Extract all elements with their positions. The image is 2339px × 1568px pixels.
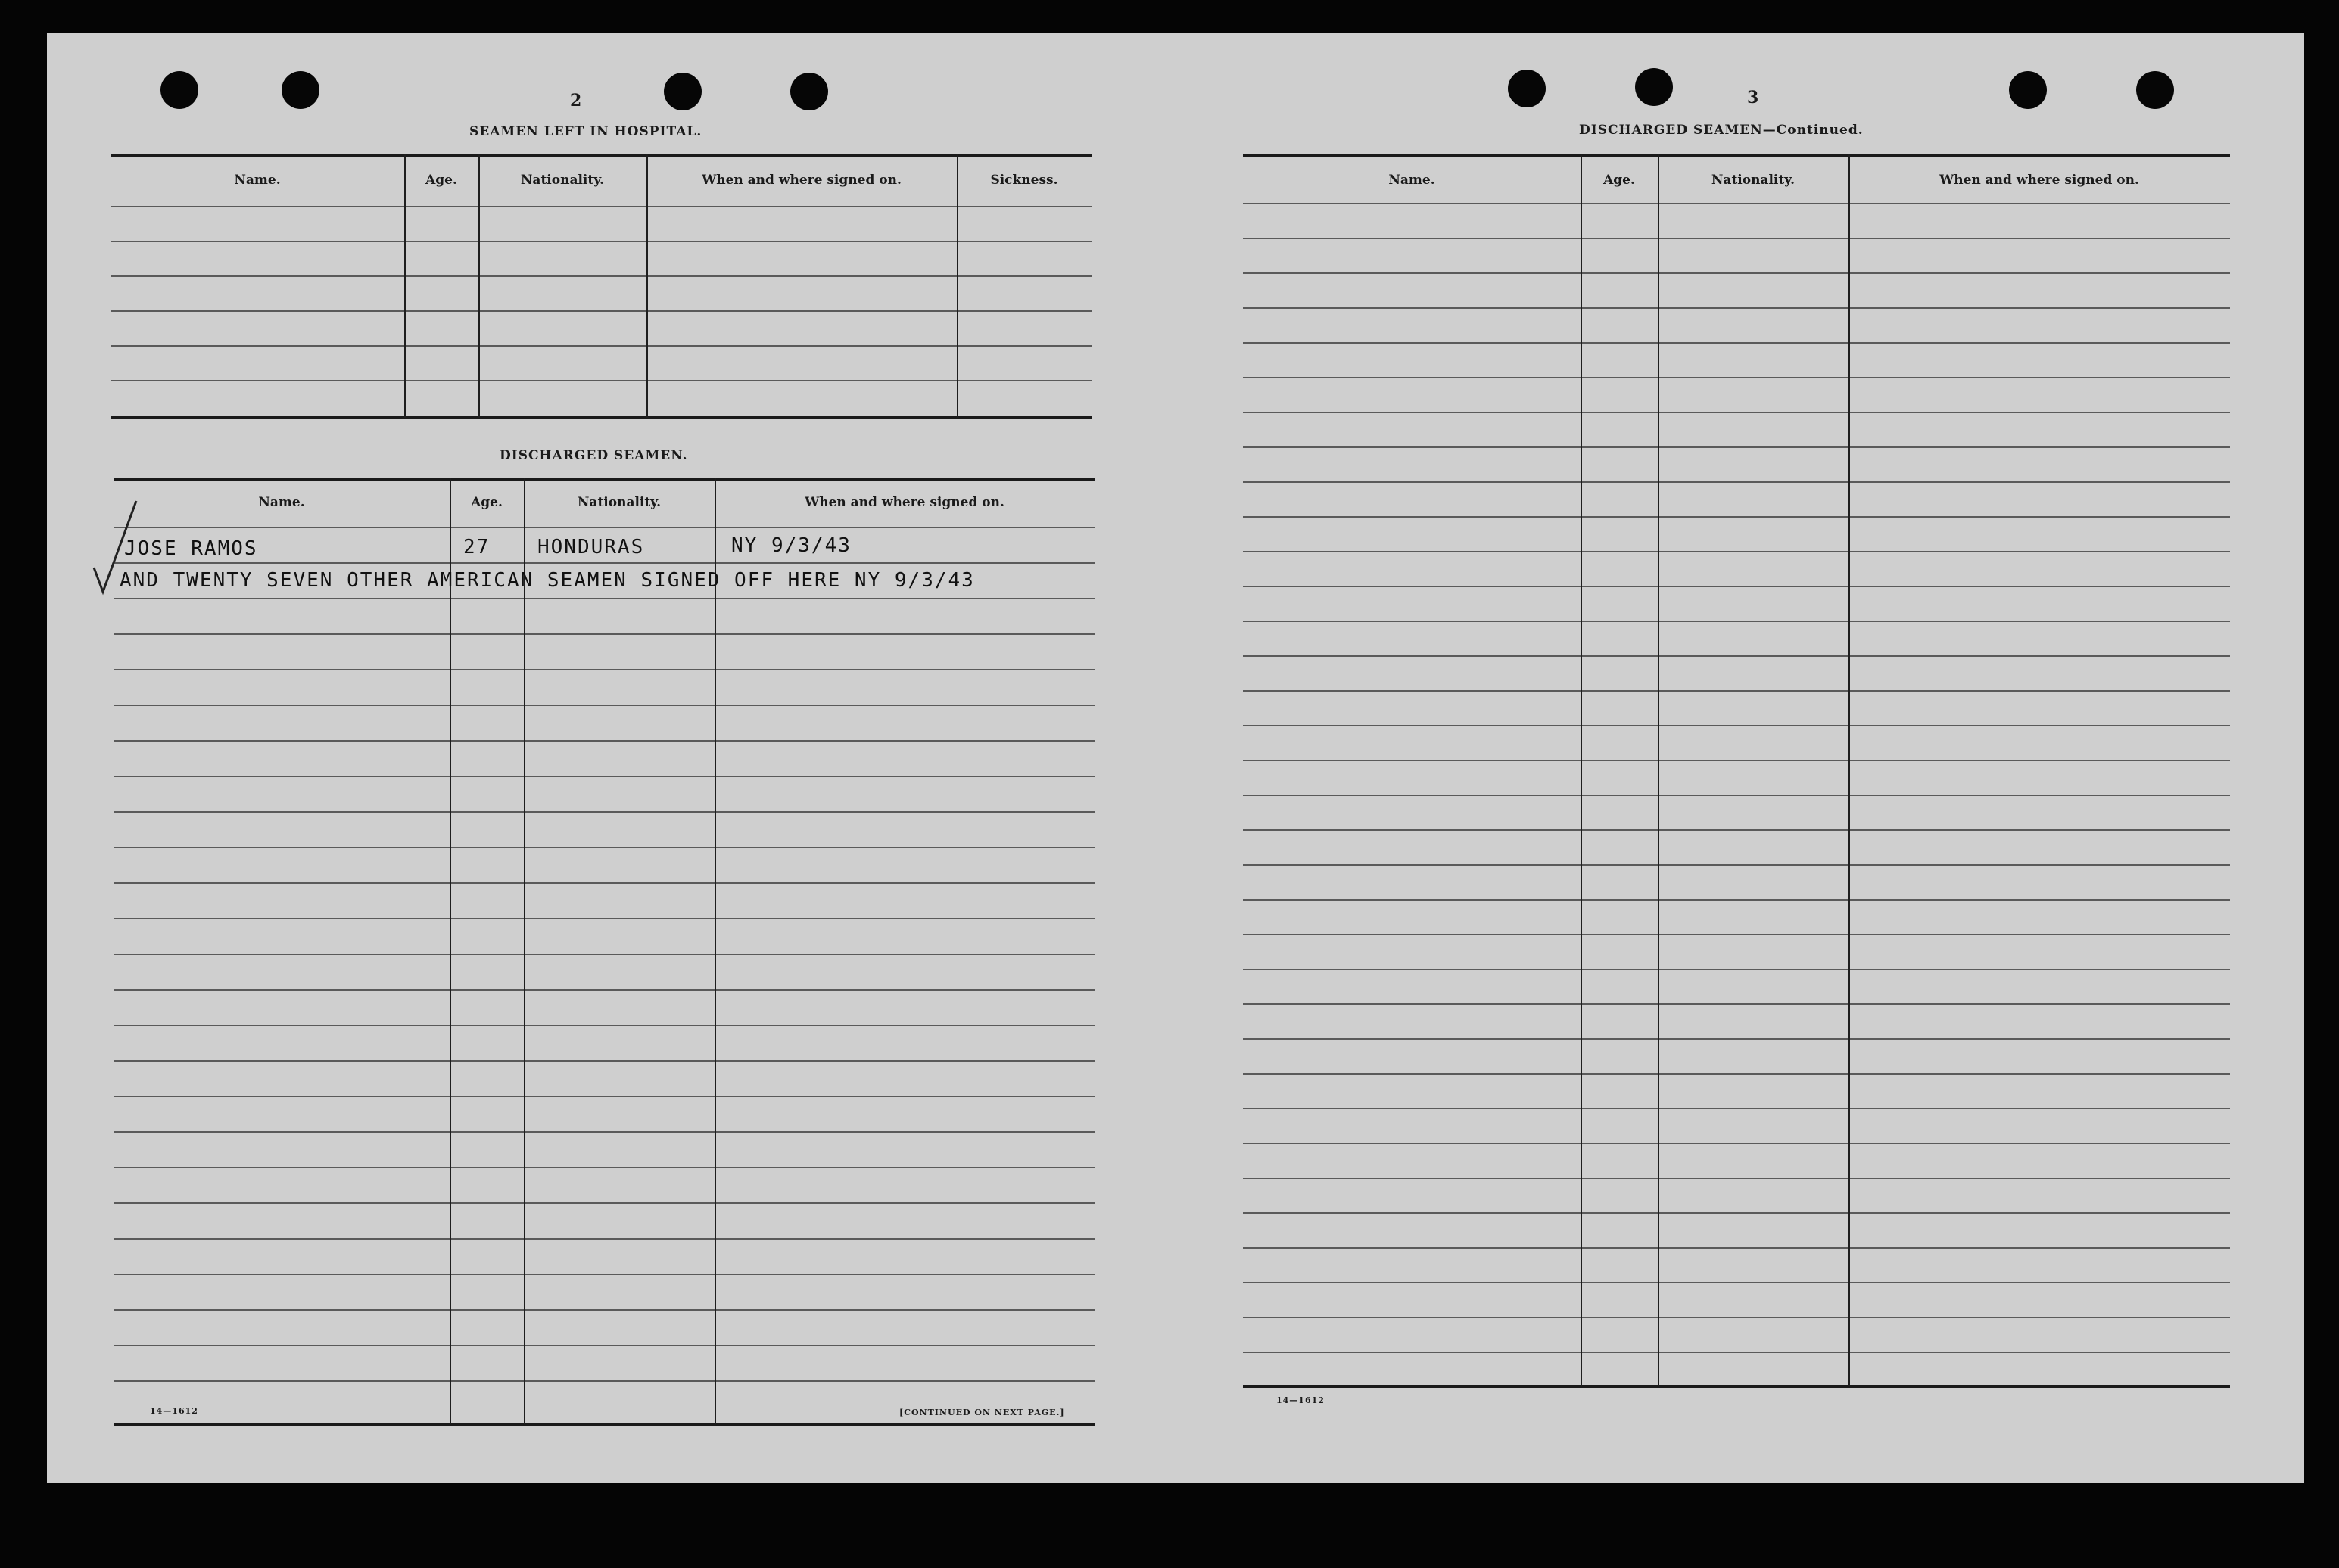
column-header-name: Name.	[258, 495, 305, 510]
column-header-age: Age.	[425, 173, 457, 188]
discharged-section-title: DISCHARGED SEAMEN.	[500, 448, 688, 463]
hospital-table	[111, 154, 1092, 431]
column-header-nationality: Nationality.	[520, 173, 605, 188]
right-page-number: 3	[1747, 88, 1759, 107]
column-header-nationality: Nationality.	[577, 495, 662, 510]
column-header-nationality: Nationality.	[1711, 173, 1796, 188]
column-header-sickness: Sickness.	[990, 173, 1058, 188]
punch-hole	[2136, 71, 2174, 109]
discharged-continued-table	[1243, 154, 2230, 1426]
entry-age: 27	[463, 536, 491, 558]
left-form-code: 14—1612	[150, 1406, 198, 1416]
punch-hole	[282, 71, 319, 109]
discharged-table	[114, 478, 1095, 1439]
punch-hole	[1508, 70, 1546, 107]
ledger-sheet	[47, 33, 2304, 1483]
continued-note: [CONTINUED ON NEXT PAGE.]	[899, 1408, 1065, 1417]
left-page-number: 2	[570, 91, 582, 110]
column-header-name: Name.	[1388, 173, 1435, 188]
entry-signed-on: NY 9/3/43	[731, 534, 852, 557]
column-header-signed-on: When and where signed on.	[702, 173, 902, 188]
right-form-code: 14—1612	[1276, 1395, 1325, 1405]
column-header-age: Age.	[471, 495, 503, 510]
punch-hole	[160, 71, 198, 109]
hospital-section-title: SEAMEN LEFT IN HOSPITAL.	[469, 124, 702, 139]
column-header-signed-on: When and where signed on.	[1939, 173, 2139, 188]
column-header-signed-on: When and where signed on.	[805, 495, 1004, 510]
column-header-name: Name.	[234, 173, 281, 188]
punch-hole	[790, 73, 828, 110]
entry-nationality: HONDURAS	[537, 536, 645, 558]
entry-note: AND TWENTY SEVEN OTHER AMERICAN SEAMEN SIGNED OFF HERE NY 9/3/43	[120, 569, 975, 592]
right-section-title: DISCHARGED SEAMEN—Continued.	[1579, 123, 1864, 138]
punch-hole	[664, 73, 702, 110]
entry-name: JOSE RAMOS	[124, 537, 258, 560]
column-header-age: Age.	[1603, 173, 1635, 188]
punch-hole	[2009, 71, 2047, 109]
punch-hole	[1635, 68, 1673, 106]
